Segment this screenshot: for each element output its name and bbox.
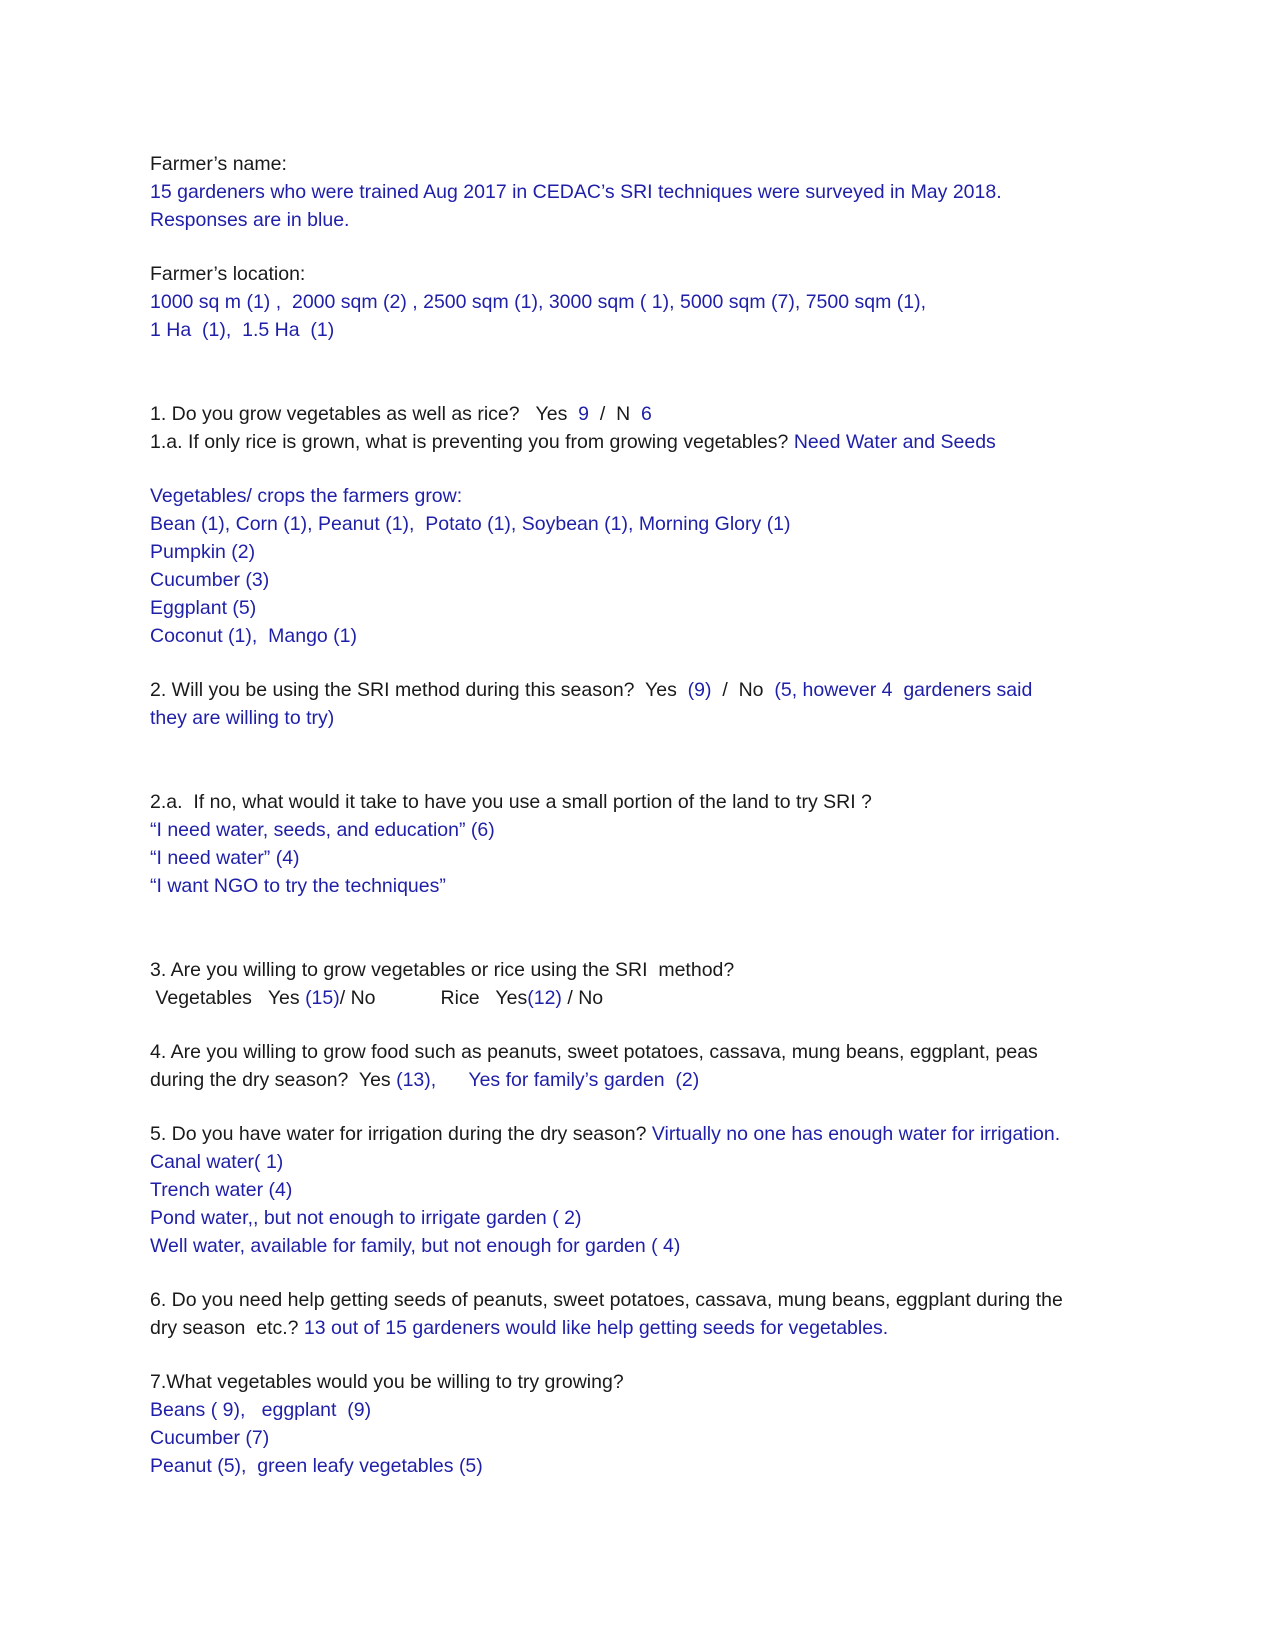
question-6-answer: 13 out of 15 gardeners would like help getting seeds for vegetables.: [303, 1317, 889, 1339]
farmer-name-response-1: 15 gardeners who were trained Aug 2017 in CEDAC’s SRI techniques were surveyed in May 2018.: [150, 181, 1002, 203]
question-2a-answer: “I want NGO to try the techniques”: [150, 875, 446, 897]
question-2-no-answer: (5, however 4 gardeners said: [774, 679, 1033, 701]
question-1a: [150, 428, 1150, 456]
farmer-name-response-2: Responses are in blue.: [150, 209, 350, 231]
question-2: [150, 676, 1150, 704]
question-5-source: Trench water (4): [150, 1179, 293, 1201]
question-7-answer: Beans ( 9), eggplant (9): [150, 1399, 372, 1421]
question-2-yes-count: (9): [687, 679, 712, 701]
crops-line: Eggplant (5): [150, 597, 257, 619]
question-1-no-count: 6: [641, 403, 652, 425]
question-5-answer: Virtually no one has enough water for irrigation.: [651, 1123, 1061, 1145]
farmer-name-label: Farmer’s name:: [150, 153, 287, 175]
question-1: [150, 400, 1150, 428]
question-7-answer: Peanut (5), green leafy vegetables (5): [150, 1455, 483, 1477]
question-3-rice-yes: (12): [527, 987, 562, 1009]
question-1-yes-count: 9: [578, 403, 590, 425]
question-5-text: 5. Do you have water for irrigation during the dry season?: [150, 1123, 652, 1145]
question-5: [150, 1120, 1150, 1148]
question-1a-answer: Need Water and Seeds: [793, 431, 996, 453]
question-5-source: Well water, available for family, but not enough for garden ( 4): [150, 1235, 681, 1257]
question-5-source: Pond water,, but not enough to irrigate garden ( 2): [150, 1207, 582, 1229]
question-7: 7.What vegetables would you be willing to try growing?: [150, 1371, 624, 1393]
question-3: 3. Are you willing to grow vegetables or rice using the SRI method?: [150, 959, 735, 981]
question-4-cont-text: during the dry season? Yes: [150, 1069, 397, 1091]
question-5-source: Canal water( 1): [150, 1151, 284, 1173]
question-2a-answer: “I need water” (4): [150, 847, 300, 869]
survey-document: [150, 150, 1150, 1480]
question-2-no-answer-cont: they are willing to try): [150, 707, 335, 729]
crops-line: Coconut (1), Mango (1): [150, 625, 358, 647]
question-4-family: Yes for family’s garden (2): [436, 1069, 700, 1091]
question-6: 6. Do you need help getting seeds of peanuts, sweet potatoes, cassava, mung beans, eggplant during the: [150, 1289, 1063, 1311]
question-3-veg-yes: (15): [305, 987, 340, 1009]
farmer-location-response-2: 1 Ha (1), 1.5 Ha (1): [150, 319, 335, 341]
crops-line: Cucumber (3): [150, 569, 270, 591]
question-2a-answer: “I need water, seeds, and education” (6): [150, 819, 495, 841]
crops-line: Bean (1), Corn (1), Peanut (1), Potato (1), Soybean (1), Morning Glory (1): [150, 513, 791, 535]
question-6-cont-text: dry season etc.?: [150, 1317, 304, 1339]
question-4-yes-count: (13),: [396, 1069, 437, 1091]
question-3-veg-label: Vegetables Yes: [150, 987, 306, 1009]
crops-heading: Vegetables/ crops the farmers grow:: [150, 485, 463, 507]
question-3-rice-no: / No: [561, 987, 604, 1009]
question-1-text: 1. Do you grow vegetables as well as rice? Yes: [150, 403, 579, 425]
question-1-separator: / N: [589, 403, 642, 425]
question-3-veg-no: / No Rice Yes: [339, 987, 528, 1009]
question-1a-text: 1.a. If only rice is grown, what is preventing you from growing vegetables?: [150, 431, 794, 453]
farmer-location-label: Farmer’s location:: [150, 263, 306, 285]
question-3-answers: [150, 984, 1150, 1012]
question-2a: 2.a. If no, what would it take to have you use a small portion of the land to try SRI ?: [150, 791, 872, 813]
question-2-text: 2. Will you be using the SRI method during this season? Yes: [150, 679, 688, 701]
crops-line: Pumpkin (2): [150, 541, 256, 563]
question-4-cont: [150, 1066, 1150, 1094]
question-6-cont: [150, 1314, 1150, 1342]
question-7-answer: Cucumber (7): [150, 1427, 270, 1449]
question-2-separator: / No: [711, 679, 775, 701]
question-4: 4. Are you willing to grow food such as peanuts, sweet potatoes, cassava, mung beans, eggplant, peas: [150, 1041, 1038, 1063]
farmer-location-response-1: 1000 sq m (1) , 2000 sqm (2) , 2500 sqm (1), 3000 sqm ( 1), 5000 sqm (7), 7500 sqm (1),: [150, 291, 927, 313]
